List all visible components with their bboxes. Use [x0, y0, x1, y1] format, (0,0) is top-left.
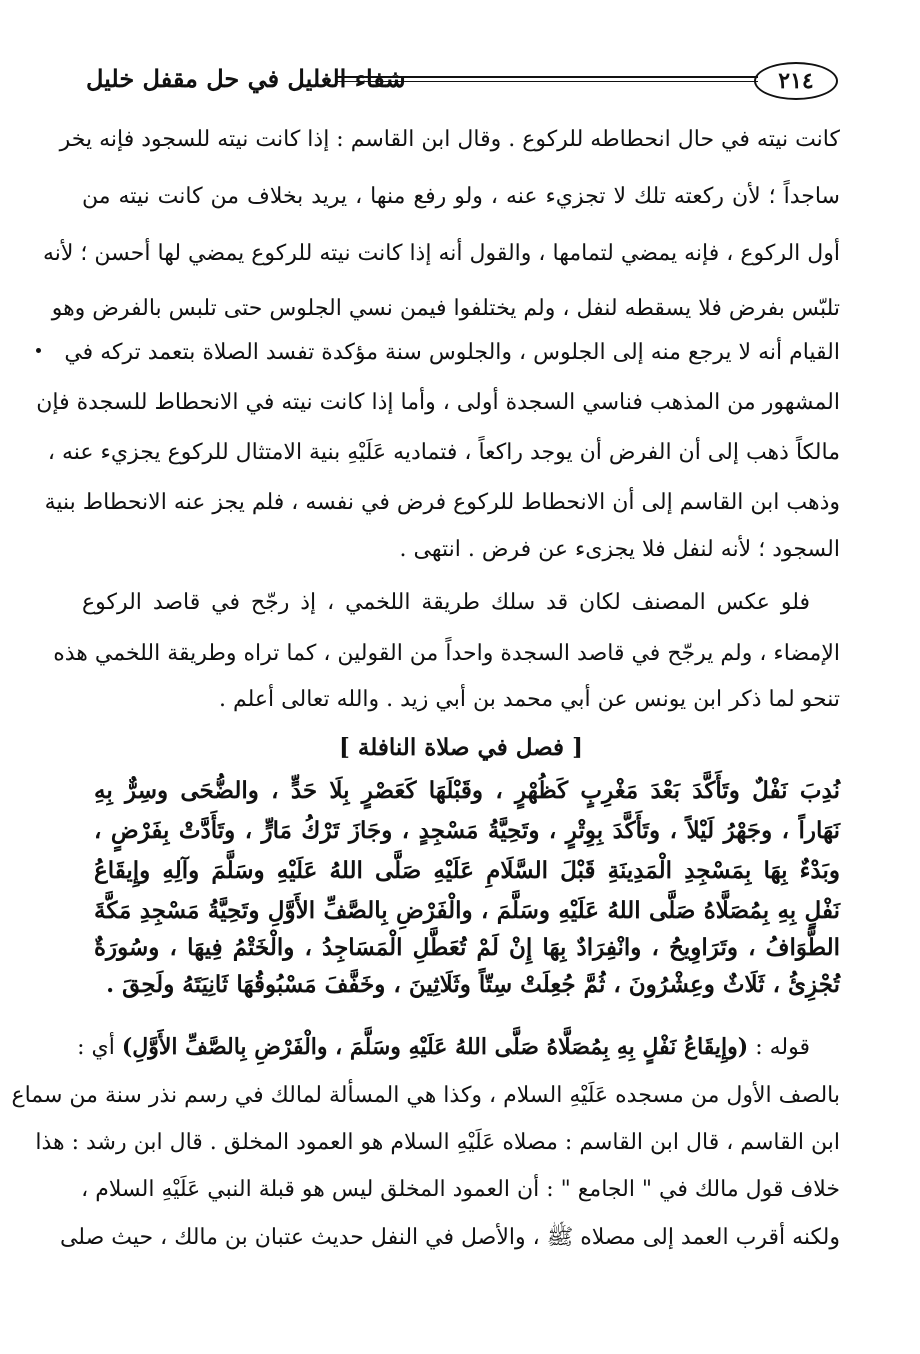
page-number: ٢١٤	[754, 62, 838, 100]
matn-line: تُجْزِئُ ، ثَلَاثٌ وعِشْرُونَ ، ثُمَّ جُعِلَتْ سِتّاً وثَلَاثِينَ ، وخَفَّفَ مَسْبُوقُهَا ثَانِيَتَهُ ولَحِقَ .	[106, 971, 840, 998]
commentary-intro: قوله :	[755, 1035, 810, 1060]
text-line: كانت نيته في حال انحطاطه للركوع . وقال ابن القاسم : إذا كانت نيته للسجود فإنه يخر	[59, 127, 840, 152]
matn-line: نَفْلٍ بِهِ بِمُصَلَّاهُ صَلَّى اللهُ عَلَيْهِ وسَلَّمَ ، والْفَرْضِ بِالصَّفِّ الأَوَّلِ وتَحِيَّةُ مَسْجِدِ مَكَّةَ	[94, 897, 840, 924]
text-line: وذهب ابن القاسم إلى أن الانحطاط للركوع فرض في نفسه ، فلم يجز عنه الانحطاط بنية	[44, 490, 840, 515]
text-line: ابن القاسم ، قال ابن القاسم : مصلاه عَلَيْهِ السلام هو العمود المخلق . قال ابن رشد : هذا	[35, 1130, 840, 1155]
text-line: خلاف قول مالك في " الجامع " : أن العمود المخلق ليس هو قبلة النبي عَلَيْهِ السلام ،	[81, 1177, 840, 1202]
quoted-matn: (وإِيقَاعُ نَفْلٍ بِهِ بِمُصَلَّاهُ صَلَّى اللهُ عَلَيْهِ وسَلَّمَ ، والْفَرْضِ بِالصَّفِّ الأَوَّلِ)	[121, 1034, 749, 1060]
commentary-after-quote: أي :	[77, 1035, 115, 1060]
matn-line: نَهَاراً ، وجَهْرُ لَيْلاً ، وتَأَكَّدَ بِوِتْرٍ ، وتَحِيَّةُ مَسْجِدٍ ، وجَازَ تَرْكُ مَارٍّ ، وتَأَدَّتْ بِفَرْضٍ ،	[94, 817, 841, 844]
section-heading: [ فصل في صلاة النافلة ]	[339, 734, 583, 761]
book-title: شفاء الغليل في حل مقفل خليل	[86, 64, 406, 93]
text-line: الإمضاء ، ولم يرجّح في قاصد السجدة واحداً من القولين ، كما تراه وطريقة اللخمي هذه	[53, 641, 840, 666]
text-line: مالكاً ذهب إلى أن الفرض أن يوجد راكعاً ، فتماديه عَلَيْهِ بنية الامتثال للركوع يجزيء عنه ،	[47, 440, 840, 465]
text-line: تنحو لما ذكر ابن يونس عن أبي محمد بن أبي زيد . والله تعالى أعلم .	[219, 687, 840, 712]
matn-line: نُدِبَ نَفْلٌ وتَأَكَّدَ بَعْدَ مَغْرِبٍ كَظُهْرٍ ، وقَبْلَهَا كَعَصْرٍ بِلَا حَدٍّ ، والضُّحَى وسِرٌّ بِهِ	[94, 777, 840, 804]
text-line: القيام أنه لا يرجع منه إلى الجلوس ، والجلوس سنة مؤكدة تفسد الصلاة بتعمد تركه في	[64, 340, 840, 365]
text-line: أول الركوع ، فإنه يمضي لتمامها ، والقول أنه إذا كانت نيته للركوع يمضي لها أحسن ؛ لأنه	[42, 241, 840, 266]
text-line: بالصف الأول من مسجده عَلَيْهِ السلام ، وكذا هي المسألة لمالك في رسم نذر سنة من سماع	[11, 1083, 840, 1108]
commentary-first-line	[77, 1027, 810, 1067]
running-header	[86, 52, 838, 102]
text-line: السجود ؛ لأنه لنفل فلا يجزىء عن فرض . انتهى .	[399, 537, 840, 562]
matn-line: وبَدْءٌ بِهَا بِمَسْجِدِ الْمَدِينَةِ قَبْلَ السَّلَامِ عَلَيْهِ صَلَّى اللهُ عَلَيْهِ وسَلَّمَ وآلِهِ وإِيقَاعُ	[94, 857, 840, 884]
text-line: المشهور من المذهب فناسي السجدة أولى ، وأما إذا كانت نيته في الانحطاط للسجدة فإن	[36, 390, 840, 415]
margin-mark	[36, 348, 41, 353]
text-line: ساجداً ؛ لأن ركعته تلك لا تجزيء عنه ، ولو رفع منها ، يريد بخلاف من كانت نيته من	[82, 184, 840, 209]
text-line: ولكنه أقرب العمد إلى مصلاه ﷺ ، والأصل في النفل حديث عتبان بن مالك ، حيث صلى	[59, 1225, 840, 1250]
text-line: تلبّس بفرض فلا يسقطه لنفل ، ولم يختلفوا فيمن نسي الجلوس حتى تلبس بالفرض وهو	[51, 296, 840, 321]
matn-line: الطَّوَافُ ، وتَرَاوِيحُ ، وانْفِرَادٌ بِهَا إِنْ لَمْ تُعَطَّلِ الْمَسَاجِدُ ، والْخَتْمُ فِيهَا ، وسُورَةٌ	[94, 934, 840, 961]
text-line: فلو عكس المصنف لكان قد سلك طريقة اللخمي ، إذ رجّح في قاصد الركوع	[82, 590, 810, 615]
